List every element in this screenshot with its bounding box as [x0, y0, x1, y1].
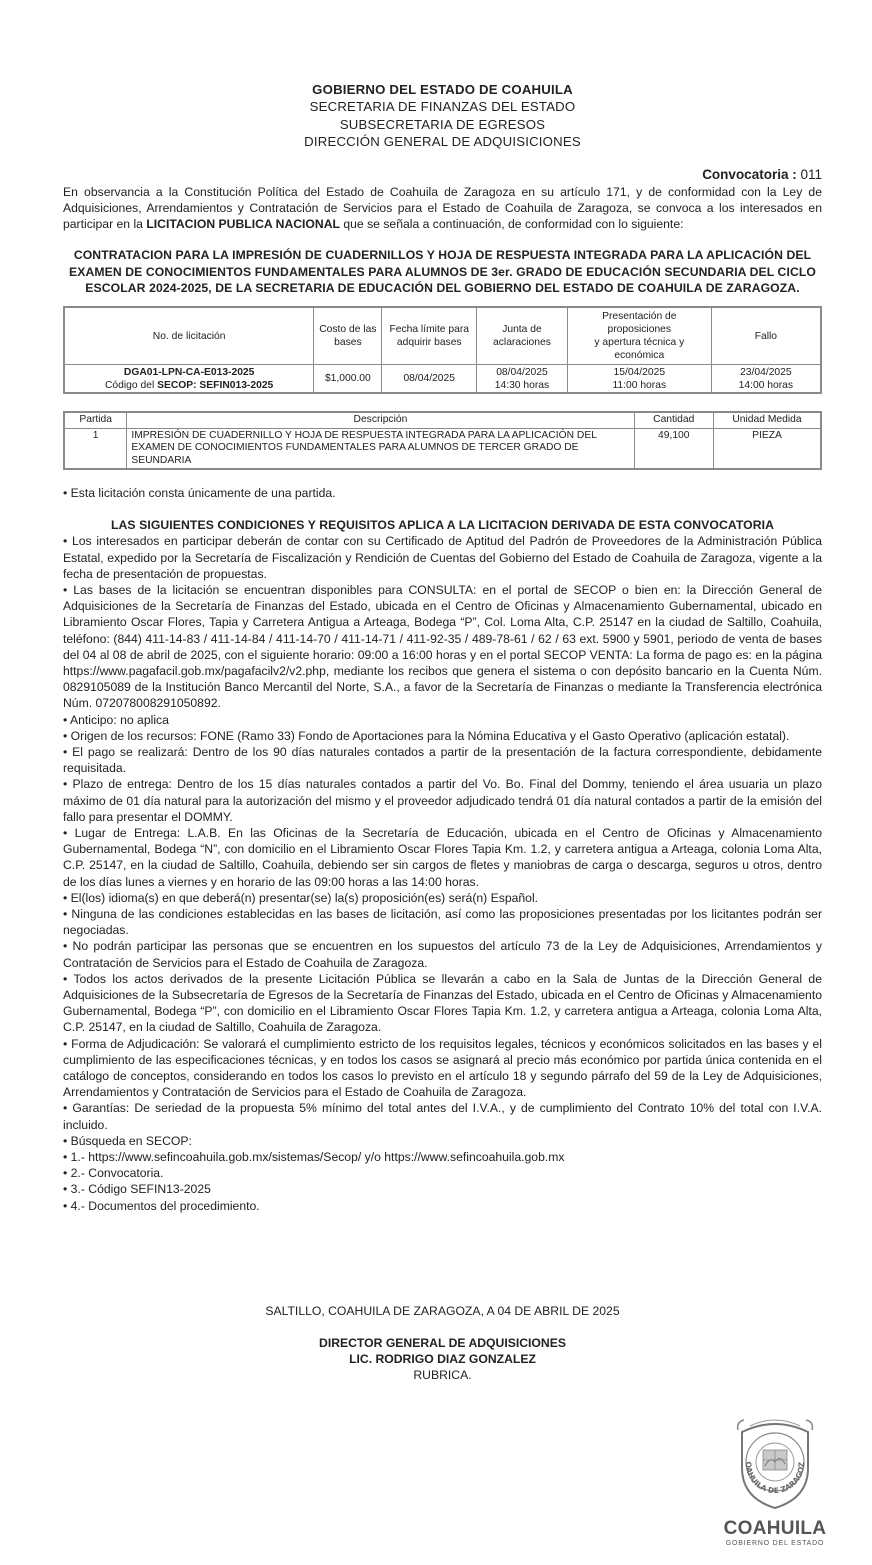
svg-text:COAHUILA DE ZARAGOZA: OAHUILA DE ZARAGOZ [743, 1461, 807, 1496]
single-partida-note: • Esta licitación consta únicamente de una partida. [63, 486, 336, 501]
list-item: • No podrán participar las personas que se encuentren en los supuestos del artículo 73 de la Ley de Adquisiciones, Arrendamientos y Contratación de Servicios para el Estado de Coahuila de Zaragoza. [63, 939, 822, 970]
th-unidad: Unidad Medida [714, 412, 822, 428]
header-direccion: DIRECCIÓN GENERAL DE ADQUISICIONES [304, 134, 581, 149]
header-secretaria: SECRETARIA DE FINANZAS DEL ESTADO [309, 99, 576, 114]
td-partida: 1 [64, 428, 127, 469]
secop-code: SECOP: SEFIN013-2025 [157, 379, 274, 391]
list-item: • Anticipo: no aplica [63, 712, 169, 727]
licitacion-number: DGA01-LPN-CA-E013-2025 [123, 366, 255, 378]
logo-subtitle: GOBIERNO DEL ESTADO [725, 1540, 825, 1547]
contract-title: CONTRATACION PARA LA IMPRESIÓN DE CUADERNILLOS Y HOJA DE RESPUESTA INTEGRADA PARA LA APLICACIÓN DEL EXAMEN DE CONOCIMIENTOS FUNDAMENTALES PARA ALUMNOS DE 3er. GRADO DE EDUCACIÓN SECUNDARIA DEL CICLO ESCOLAR 2024-2025, DE LA SECRETARIA DE EDUCACIÓN DEL GOBIERNO DEL ESTADO DE COAHUILA DE ZARAGOZA. [69, 248, 816, 295]
th-fecha-a: Fecha límite para [389, 324, 470, 336]
th-licitacion: No. de licitación [64, 307, 314, 365]
rubrica: RUBRICA. [413, 1368, 472, 1382]
signer-name: LIC. RODRIGO DIAZ GONZALEZ [349, 1352, 536, 1366]
convocatoria-number [63, 166, 822, 184]
td-junta [477, 365, 568, 394]
list-item: • 4.- Documentos del procedimiento. [63, 1198, 260, 1213]
pres-time: 11:00 horas [612, 379, 667, 391]
convocatoria-label: Convocatoria : [702, 166, 797, 182]
intro-text-bold: LICITACION PUBLICA NACIONAL [146, 216, 340, 231]
th-costo [314, 307, 382, 365]
list-item: • Todos los actos derivados de la presente Licitación Pública se llevarán a cabo en la Sala de Juntas de la Dirección General de Adquisiciones de la Subsecretaría de Egresos de la Secretaría de Finanzas del Estado, ubicada en el Centro de Oficinas y Almacenamiento Gubernamental, Bodega “P”, con domicilio en el Libramiento Oscar Flores Tapia Km. 1.2, y carretera antigua a Arteaga, colonia Loma Alta, C.P. 25147, en la ciudad de Saltillo, Coahuila de Zaragoza. [63, 971, 822, 1035]
td-unidad: PIEZA [714, 428, 822, 469]
th-pres-b: y apertura técnica y económica [594, 337, 685, 362]
requirements-title: LAS SIGUIENTES CONDICIONES Y REQUISITOS APLICA A LA LICITACION DERIVADA DE ESTA CONVOCATORIA [110, 518, 775, 533]
requirements-list [63, 533, 822, 1214]
td-costo: $1,000.00 [314, 365, 382, 394]
th-fallo: Fallo [711, 307, 821, 365]
th-fecha [382, 307, 477, 365]
fallo-time: 14:00 horas [738, 379, 794, 391]
th-partida: Partida [64, 412, 127, 428]
intro-text-post: que se señala a continuación, de conformidad con lo siguiente: [339, 216, 684, 231]
licitacion-table [63, 306, 822, 394]
table-header-row [64, 307, 821, 365]
convocatoria-value: 011 [800, 166, 822, 182]
intro-paragraph [63, 184, 822, 233]
signer-position: DIRECTOR GENERAL DE ADQUISICIONES [319, 1336, 566, 1350]
signature-block [63, 1335, 822, 1383]
place-date: SALTILLO, COAHUILA DE ZARAGOZA, A 04 DE ABRIL DE 2025 [265, 1304, 620, 1318]
secop-label: Código del [105, 379, 158, 391]
th-costo-a: Costo de las [319, 324, 377, 336]
td-descripcion: IMPRESIÓN DE CUADERNILLO Y HOJA DE RESPUESTA INTEGRADA PARA LA APLICACIÓN DEL EXAMEN DE CONOCIMIENTOS FUNDAMENTALES PARA ALUMNOS DE TERCER GRADO DE SEUNDARIA [127, 428, 634, 469]
list-item: • Plazo de entrega: Dentro de los 15 días naturales contados a partir del Vo. Bo. Final del Dommy, teniendo el área usuaria un plazo máximo de 01 día natural para la autorización del mismo y el proveedor adjudicado tendrá 01 día natural contados a partir de la emisión del fallo para presentar el DOMMY. [63, 777, 822, 824]
list-item: • Origen de los recursos: FONE (Ramo 33) Fondo de Aportaciones para la Nómina Educativa y el Gasto Operativo (aplicación estatal). [63, 728, 790, 743]
th-cantidad: Cantidad [634, 412, 713, 428]
coahuila-logo [718, 1412, 832, 1548]
table-header-row [64, 412, 821, 428]
header-government: GOBIERNO DEL ESTADO DE COAHUILA [312, 82, 573, 97]
th-junta [477, 307, 568, 365]
td-licitacion [64, 365, 314, 394]
document-footer [63, 1303, 822, 1383]
td-cantidad: 49,100 [634, 428, 713, 469]
junta-date: 08/04/2025 [496, 366, 548, 378]
header-subsecretaria: SUBSECRETARIA DE EGRESOS [339, 116, 546, 132]
th-costo-b: bases [334, 337, 362, 349]
list-item: • 1.- https://www.sefincoahuila.gob.mx/sistemas/Secop/ y/o https://www.sefincoahuila.gob.mx [63, 1150, 565, 1165]
list-item: • 2.- Convocatoria. [63, 1166, 164, 1181]
list-item: • 3.- Código SEFIN13-2025 [63, 1182, 211, 1197]
table-row [64, 365, 821, 394]
th-junta-b: aclaraciones [493, 337, 551, 349]
list-item: • Lugar de Entrega: L.A.B. En las Oficinas de la Secretaría de Educación, ubicada en el Centro de Oficinas y Almacenamiento Gubernamental, Bodega “N”, con domicilio en el Libramiento Oscar Flores Tapia Km. 1.2, y carretera antigua a Arteaga, colonia Loma Alta, C.P. 25147, en la ciudad de Saltillo, Coahuila, debiendo ser sin cargos de fletes y maniobras de carga o descarga, seguros u otros, dentro de los días lunes a viernes y en horario de las 09:00 horas a las 14:00 horas. [63, 825, 822, 889]
td-presentacion [567, 365, 711, 394]
list-item: • Las bases de la licitación se encuentran disponibles para CONSULTA: en el portal de SECOP o bien en: la Dirección General de Adquisiciones de la Secretaría de Finanzas del Estado, ubicada en el Centro de Oficinas y Almacenamiento Gubernamental, ubicado en Libramiento Oscar Flores, Tapia y Carretera Antigua a Arteaga, Bodega “P”, Col. Loma Alta, C.P. 25147 en la ciudad de Saltillo, Coahuila, teléfono: (844) 411-14-83 / 411-14-84 / 411-14-70 / 411-14-71 / 411-92-35 / 489-78-61 / 62 / 63 ext. 5900 y 5901, periodo de venta de bases del 04 al 08 de abril de 2025, con el siguiente horario: 09:00 a 16:00 horas y en el portal SECOP VENTA: La forma de pago es: en la página https://www.pagafacil.gob.mx/pagafacilv2/v2.php, mediante los recibos que genera el sistema o con depósito bancario en la Cuenta Núm. 0829105089 de la Institución Banco Mercantil del Norte, S.A., a favor de la Secretaría de Finanzas o mediante la Transferencia electrónica Núm. 072078008291050892. [63, 582, 822, 711]
th-pres-a: Presentación de proposiciones [602, 311, 677, 336]
intro-text-pre: En observancia a la Constitución Política del Estado de Coahuila de Zaragoza en su artículo 171, y de conformidad con la Ley de Adquisiciones, Arrendamientos y Contratación de Servicios para el Estado de Coahuila de Zaragoza, se convoca a los interesados en participar en la [63, 184, 822, 231]
th-presentacion [567, 307, 711, 365]
logo-wordmark: COAHUILA [723, 1518, 827, 1539]
list-item: • El(los) idioma(s) en que deberá(n) presentar(se) la(s) proposición(es) será(n) Español. [63, 890, 539, 905]
td-fallo [711, 365, 821, 394]
table-row [64, 428, 821, 469]
list-item: • Búsqueda en SECOP: [63, 1133, 192, 1148]
fallo-date: 23/04/2025 [740, 366, 792, 378]
th-junta-a: Junta de [502, 324, 542, 336]
coat-of-arms-icon [732, 1412, 818, 1512]
th-descripcion: Descripción [127, 412, 634, 428]
td-fecha: 08/04/2025 [382, 365, 477, 394]
list-item: • Los interesados en participar deberán de contar con su Certificado de Aptitud del Padrón de Proveedores de la Administración Pública Estatal, expedido por la Secretaría de Fiscalización y Rendición de Cuentas del Gobierno del Estado de Coahuila de Zaragoza, vigente a la fecha de presentación de propuestas. [63, 534, 822, 581]
pres-date: 15/04/2025 [613, 366, 666, 378]
partida-table [63, 411, 822, 470]
list-item: • El pago se realizará: Dentro de los 90 días naturales contados a partir de la presentación de la factura correspondiente, debidamente requisitada. [63, 744, 822, 776]
document-header [63, 0, 822, 151]
list-item: • Garantías: De seriedad de la propuesta 5% mínimo del total antes del I.V.A., y de cumplimiento del Contrato 10% del total con I.V.A. incluido. [63, 1101, 822, 1132]
list-item: • Forma de Adjudicación: Se valorará el cumplimiento estricto de los requisitos legales, técnicos y económicos solicitados en las bases y el cumplimiento de las especificaciones técnicas, y en todos los casos se asignará al precio más económico por partida única contenida en el catálogo de conceptos, considerando en todos los casos lo previsto en el artículo 18 y segundo párrafo del 59 de la Ley de Adquisiciones, Arrendamientos y Contratación de Servicios para el Estado de Coahuila de Zaragoza. [63, 1036, 822, 1100]
list-item: • Ninguna de las condiciones establecidas en las bases de licitación, así como las proposiciones presentadas por los licitantes podrán ser negociadas. [63, 907, 822, 938]
junta-time: 14:30 horas [494, 379, 550, 391]
th-fecha-b: adquirir bases [396, 337, 462, 349]
